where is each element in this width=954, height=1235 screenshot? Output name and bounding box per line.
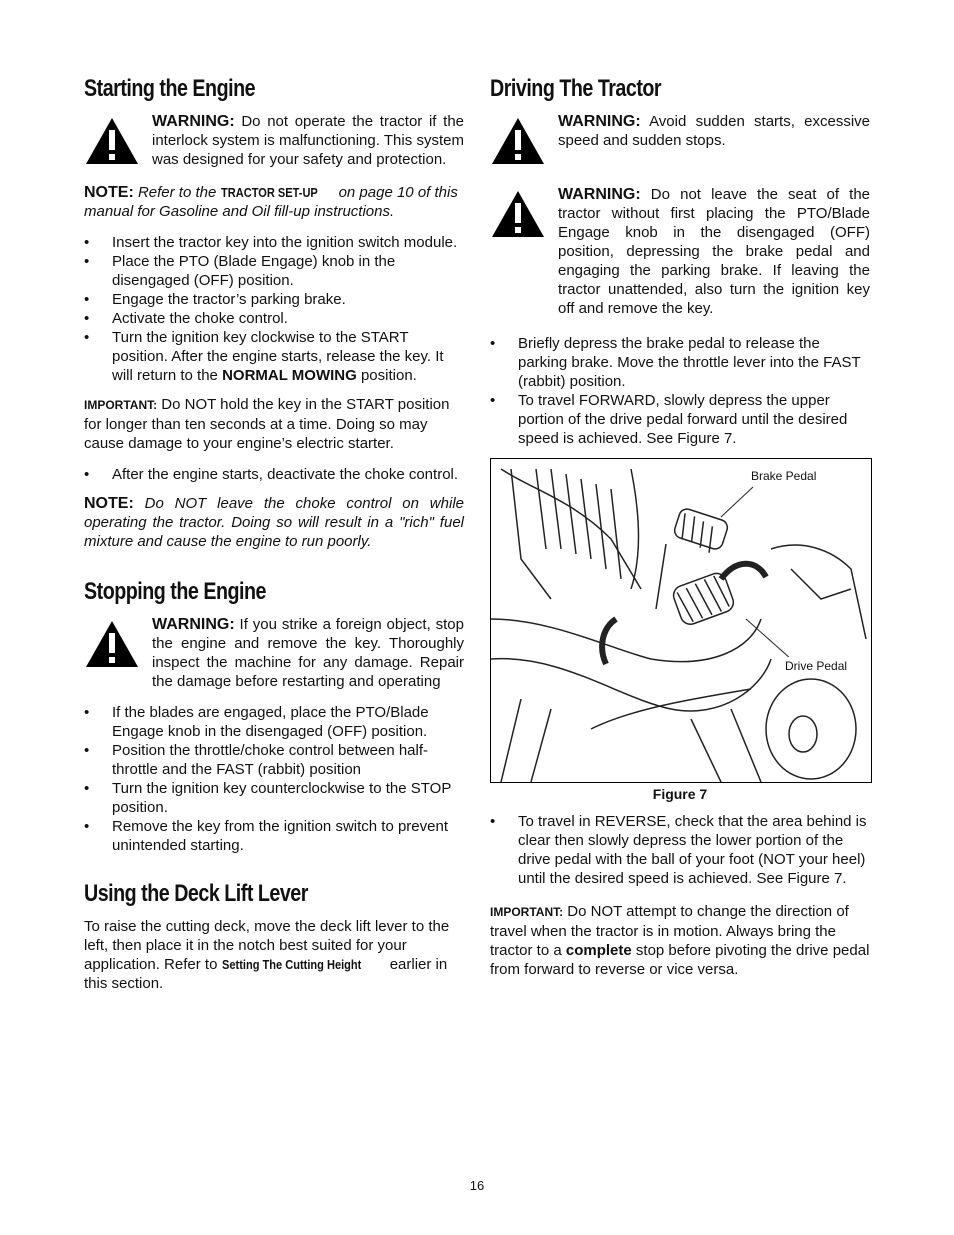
tractor-pedals-drawing xyxy=(491,459,871,782)
warning-text: Avoid sudden starts, excessive speed and sudden stops. xyxy=(558,113,870,149)
important-label: IMPORTANT: xyxy=(490,905,564,919)
heading-deck-lift: Using the Deck Lift Lever xyxy=(84,880,308,907)
reverse-list xyxy=(490,812,870,888)
drive-pedal-label: Drive Pedal xyxy=(783,657,849,676)
list-item: • Position the throttle/choke control between half-throttle and the FAST (rabbit) position xyxy=(84,741,464,779)
list-item-text-end: position. xyxy=(360,367,417,384)
note-label: NOTE: xyxy=(84,184,134,201)
heading-starting-engine: Starting the Engine xyxy=(84,75,256,102)
note-label: NOTE: xyxy=(84,495,134,512)
warning-text: Do not leave the seat of the tractor without first placing the PTO/Blade Engage knob in the disengaged (OFF) position, depressing the brake pedal and engaging the parking brake. If leaving the tractor unattended, also turn the ignition key off and remove the key. xyxy=(558,186,870,317)
driving-steps-list xyxy=(490,334,870,448)
list-item: • Remove the key from the ignition switch to prevent unintended starting. xyxy=(84,817,464,855)
warning-block xyxy=(84,112,464,171)
heading-stopping-engine: Stopping the Engine xyxy=(84,578,266,605)
warning-label: WARNING: xyxy=(152,616,235,633)
warning-label: WARNING: xyxy=(152,113,235,130)
figure-7-illustration xyxy=(490,458,872,783)
list-item: • To travel FORWARD, slowly depress the upper portion of the drive pedal forward until the desired speed is achieved. See Figure 7. xyxy=(490,391,870,448)
right-column xyxy=(490,74,870,991)
warning-text: Do not operate the tractor if the interlock system is malfunctioning. This system was designed for your safety and protection. xyxy=(152,113,465,168)
important-text-end: stop before pivoting the drive pedal from forward to reverse or vice versa. xyxy=(490,942,870,978)
list-item: • If the blades are engaged, place the PTO/Blade Engage knob in the disengaged (OFF) position. xyxy=(84,703,464,741)
warning-triangle-icon xyxy=(84,615,140,691)
list-item: • Insert the tractor key into the ignition switch module. xyxy=(84,233,464,252)
note-text: Do NOT leave the choke control on while operating the tractor. Doing so will result in a "rich" fuel mixture and cause the engine to run poorly. xyxy=(84,495,464,550)
list-item xyxy=(84,328,464,385)
list-item: • To travel in REVERSE, check that the area behind is clear then slowly depress the lower portion of the drive pedal with the ball of your foot (NOT your heel) until the desired speed is achieved. See Figure 7. xyxy=(490,812,870,888)
starting-steps-list xyxy=(84,233,464,385)
paragraph-reference: Setting The Cutting Height xyxy=(221,957,361,972)
note-text: Refer to the xyxy=(137,184,217,201)
important-note xyxy=(490,902,870,979)
important-label: IMPORTANT: xyxy=(84,398,158,412)
left-column xyxy=(84,74,464,1005)
page-number: 16 xyxy=(469,1178,485,1193)
stopping-steps-list xyxy=(84,703,464,855)
important-text: Do NOT attempt to change the direction of travel when the tractor is in motion. Always bring the tractor to a xyxy=(490,903,849,959)
note-text-end: on page 10 of this manual for Gasoline and Oil fill-up instructions. xyxy=(84,184,458,220)
warning-block xyxy=(490,112,870,171)
list-item: • Activate the choke control. xyxy=(84,309,464,328)
important-bold: complete xyxy=(565,942,632,959)
important-text: Do NOT hold the key in the START position for longer than ten seconds at a time. Doing so may cause damage to your engine’s electric starter. xyxy=(84,396,450,452)
note xyxy=(84,183,464,221)
note-reference: TRACTOR SET-UP xyxy=(220,185,318,200)
important-note xyxy=(84,395,464,453)
warning-label: WARNING: xyxy=(558,113,641,130)
list-item-bold: NORMAL MOWING xyxy=(222,367,357,384)
brake-pedal-label: Brake Pedal xyxy=(749,467,818,486)
heading-driving-tractor: Driving The Tractor xyxy=(490,75,662,102)
warning-block xyxy=(84,615,464,691)
list-item: • Engage the tractor’s parking brake. xyxy=(84,290,464,309)
warning-triangle-icon xyxy=(490,185,546,318)
list-item: • Place the PTO (Blade Engage) knob in the disengaged (OFF) position. xyxy=(84,252,464,290)
list-item-text: Turn the ignition key clockwise to the START position. After the engine starts, release the key. It will return to the xyxy=(112,329,444,384)
list-item: • After the engine starts, deactivate the choke control. xyxy=(84,465,464,484)
warning-triangle-icon xyxy=(84,112,140,171)
figure-caption: Figure 7 xyxy=(652,786,708,802)
warning-block xyxy=(490,185,870,318)
note-choke xyxy=(84,494,464,551)
paragraph-text: To raise the cutting deck, move the deck lift lever to the left, then place it in the notch best suited for your application. Refer to xyxy=(84,918,450,973)
list-item: • Briefly depress the brake pedal to release the parking brake. Move the throttle lever into the FAST (rabbit) position. xyxy=(490,334,870,391)
after-start-list xyxy=(84,465,464,484)
warning-triangle-icon xyxy=(490,112,546,171)
deck-paragraph xyxy=(84,917,464,993)
warning-text: If you strike a foreign object, stop the engine and remove the key. Thoroughly inspect the machine for any damage. Repair the damage before restarting and operating xyxy=(152,616,464,690)
list-item: • Turn the ignition key counterclockwise to the STOP position. xyxy=(84,779,464,817)
paragraph-text-end: earlier in this section. xyxy=(84,956,448,992)
warning-label: WARNING: xyxy=(558,186,641,203)
